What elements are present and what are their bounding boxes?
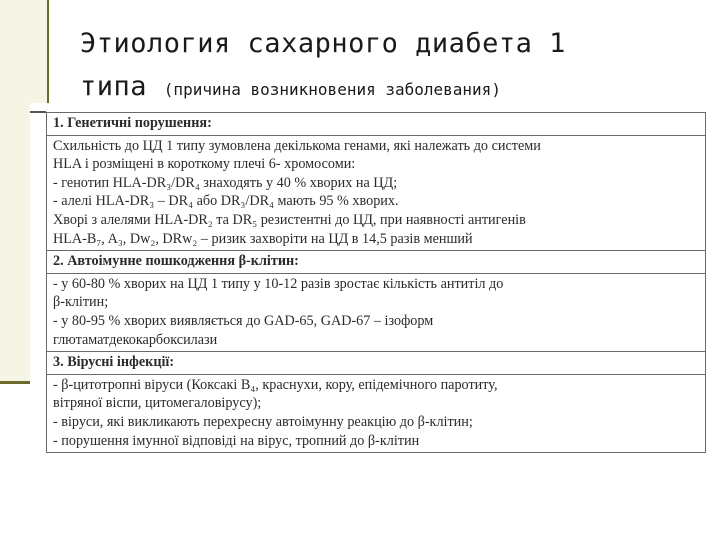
table-row	[47, 374, 706, 452]
etiology-table	[46, 112, 706, 453]
text-line: - алелі HLA-DR₃ – DR₄ або DR₃/DR₄ мають 95 % хворих.	[53, 193, 399, 210]
section-body-autoimmune	[47, 273, 706, 351]
slide-title	[80, 22, 700, 111]
title-line-2-main: типа	[80, 71, 148, 102]
table-row	[47, 352, 706, 375]
table-row	[47, 251, 706, 274]
text-line: - віруси, які викликають перехресну автоімунну реакцію до β-клітин;	[53, 413, 473, 430]
content-table-image	[30, 103, 712, 480]
text-line: HLA і розміщені в короткому плечі 6- хромосоми:	[53, 156, 356, 173]
text-line: Схильність до ЦД 1 типу зумовлена декількома генами, які належать до системи	[53, 137, 541, 154]
text-line: Хворі з алелями HLA-DR₂ та DR₅ резистентні до ЦД, при наявності антигенів	[53, 211, 526, 228]
section-heading-genetic: 1. Генетичні порушення:	[47, 113, 706, 136]
table-row	[47, 273, 706, 351]
section-heading-viral: 3. Вірусні інфекції:	[47, 352, 706, 375]
text-line: HLA-B₇, A₃, Dw₂, DRw₂ – ризик захворіти на ЦД в 14,5 разів менший	[53, 230, 473, 247]
text-line: - генотип HLA-DR₃/DR₄ знаходять у 40 % хворих на ЦД;	[53, 174, 398, 191]
text-line: β-клітин;	[53, 294, 109, 311]
table-row	[47, 113, 706, 136]
table-row	[47, 135, 706, 251]
text-line: - у 60-80 % хворих на ЦД 1 типу у 10-12 разів зростає кількість антитіл до	[53, 275, 504, 292]
text-line: вітряної віспи, цитомегаловірусу);	[53, 395, 262, 412]
section-body-genetic	[47, 135, 706, 251]
section-body-viral	[47, 374, 706, 452]
text-line: глютаматдекокарбоксилази	[53, 331, 218, 348]
table-edge-mark	[30, 111, 46, 113]
text-line: - β-цитотропні віруси (Коксакі В₄, краснухи, кору, епідемічного паротиту,	[53, 376, 498, 393]
title-line-1: Этиология сахарного диабета 1	[80, 28, 566, 59]
section-heading-autoimmune: 2. Автоімунне пошкодження β-клітин:	[47, 251, 706, 274]
text-line: - у 80-95 % хворих виявляється до GAD-65, GAD-67 – ізоформ	[53, 312, 434, 329]
title-line-2-subtitle: (причина возникновения заболевания)	[163, 80, 501, 99]
text-line: - порушення імунної відповіді на вірус, тропний до β-клітин	[53, 432, 420, 449]
